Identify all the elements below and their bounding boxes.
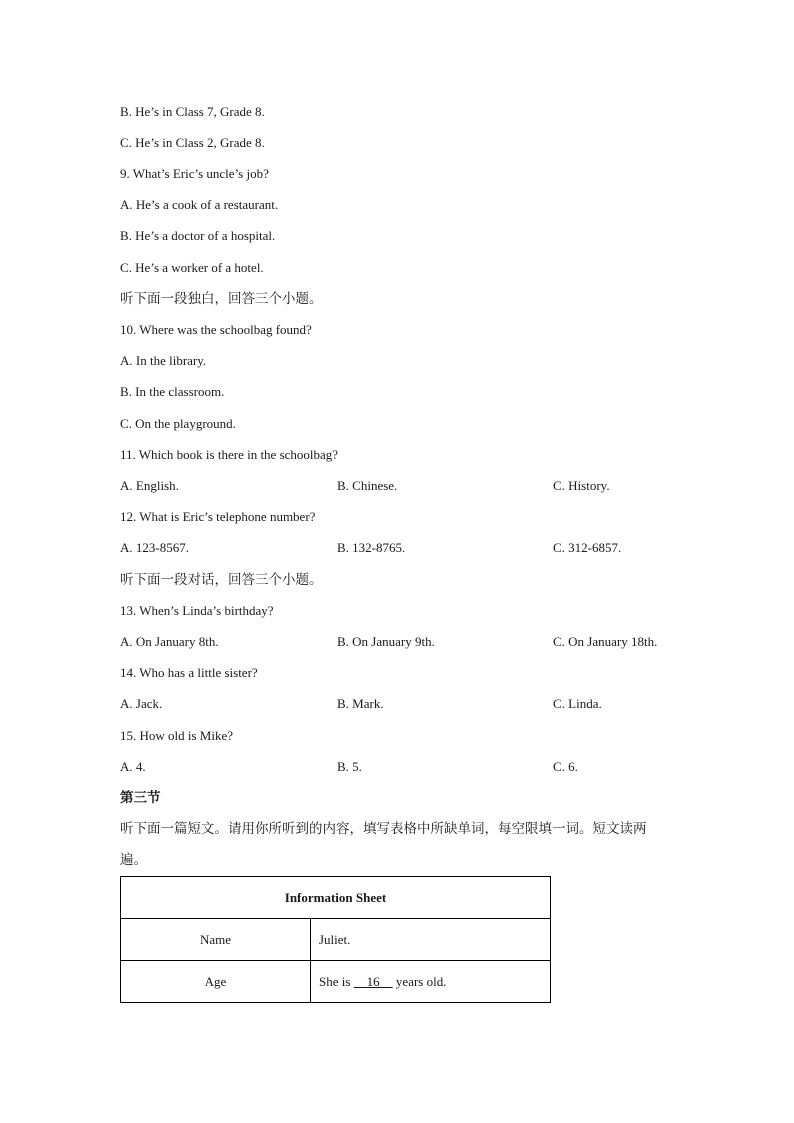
option-q14-c: C. Linda. [553, 696, 602, 711]
age-prefix: She is [319, 973, 354, 989]
age-answer-blank: 16 [353, 973, 393, 989]
option-q9-c: C. He’s a worker of a hotel. [120, 260, 264, 275]
options-q13 [120, 634, 680, 650]
instruction-passage-line2: 遍。 [120, 852, 147, 868]
instruction-passage-line1: 听下面一篇短文。请用你所听到的内容，填写表格中所缺单词，每空限填一词。短文读两 [120, 821, 647, 837]
option-q9-a: A. He’s a cook of a restaurant. [120, 197, 279, 212]
option-q12-b: B. 132-8765. [337, 540, 406, 555]
option-q9-b: B. He’s a doctor of a hospital. [120, 228, 276, 243]
row-value-name: Juliet. [311, 919, 551, 961]
options-q11 [120, 478, 680, 494]
option-q8-c: C. He’s in Class 2, Grade 8. [120, 135, 265, 150]
option-q15-a: A. 4. [120, 759, 146, 774]
options-q15 [120, 759, 680, 775]
table-header-row [121, 877, 551, 919]
option-q13-c: C. On January 18th. [553, 634, 658, 649]
question-12: 12. What is Eric’s telephone number? [120, 509, 316, 524]
option-q10-a: A. In the library. [120, 353, 207, 368]
option-q14-a: A. Jack. [120, 696, 163, 711]
row-value-age [311, 961, 551, 1003]
question-13: 13. When’s Linda’s birthday? [120, 603, 274, 618]
age-suffix: years old. [392, 973, 447, 989]
option-q12-c: C. 312-6857. [553, 540, 622, 555]
question-15: 15. How old is Mike? [120, 728, 234, 743]
row-label-age: Age [121, 961, 311, 1003]
question-14: 14. Who has a little sister? [120, 665, 258, 680]
question-11: 11. Which book is there in the schoolbag? [120, 447, 339, 462]
option-q13-a: A. On January 8th. [120, 634, 219, 649]
option-q10-b: B. In the classroom. [120, 384, 225, 399]
information-sheet-table [120, 876, 551, 1003]
instruction-monologue: 听下面一段独白，回答三个小题。 [120, 291, 323, 307]
option-q13-b: B. On January 9th. [337, 634, 435, 649]
section-heading: 第三节 [120, 790, 161, 806]
option-q14-b: B. Mark. [337, 696, 384, 711]
options-q12 [120, 540, 680, 556]
question-10: 10. Where was the schoolbag found? [120, 322, 312, 337]
question-9: 9. What’s Eric’s uncle’s job? [120, 166, 269, 181]
row-label-name: Name [121, 919, 311, 961]
option-q11-a: A. English. [120, 478, 179, 493]
table-row [121, 919, 551, 961]
option-q12-a: A. 123-8567. [120, 540, 189, 555]
option-q11-c: C. History. [553, 478, 610, 493]
table-row [121, 961, 551, 1003]
option-q8-b: B. He’s in Class 7, Grade 8. [120, 104, 265, 119]
option-q15-b: B. 5. [337, 759, 362, 774]
option-q15-c: C. 6. [553, 759, 578, 774]
options-q14 [120, 696, 680, 712]
option-q10-c: C. On the playground. [120, 416, 236, 431]
option-q11-b: B. Chinese. [337, 478, 398, 493]
table-title: Information Sheet [121, 877, 551, 919]
instruction-dialogue: 听下面一段对话，回答三个小题。 [120, 572, 323, 588]
